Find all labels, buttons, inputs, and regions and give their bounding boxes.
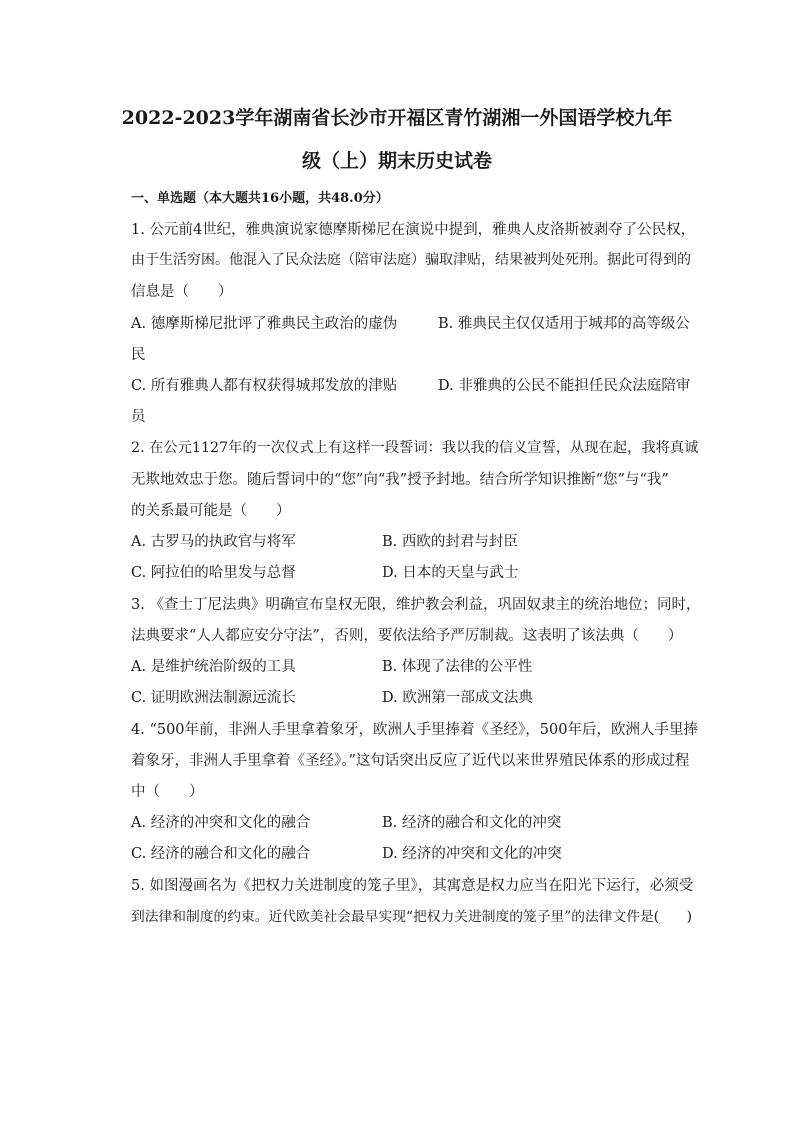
question-1-option-d-wrap: 员 [131, 409, 146, 425]
section-heading: 一、单选题（本大题共16小题，共48.0分） [131, 191, 389, 206]
question-3-option-d: D. 欧洲第一部成文法典 [382, 690, 533, 706]
question-3-line-1: 3. 《查士丁尼法典》明确宣布皇权无限，维护教会利益，巩固奴隶主的统治地位；同时， [131, 597, 701, 613]
question-4-line-2: 着象牙，非洲人手里拿着《圣经》。”这句话突出反应了近代以来世界殖民体系的形成过程 [131, 753, 690, 769]
exam-title-line2: 级（上）期末历史试卷 [301, 150, 492, 172]
question-2-option-c: C. 阿拉伯的哈里发与总督 [131, 565, 296, 581]
question-2-line-3: 的关系最可能是（ ） [131, 503, 291, 519]
question-2-option-b: B. 西欧的封君与封臣 [382, 534, 518, 550]
question-4-option-c: C. 经济的融合和文化的融合 [131, 846, 311, 862]
question-5-line-2: 到法律和制度的约束。近代欧美社会最早实现“把权力关进制度的笼子里”的法律文件是( ) [131, 909, 693, 925]
question-2-option-a: A. 古罗马的执政官与将军 [131, 534, 296, 550]
question-1-option-d: D. 非雅典的公民不能担任民众法庭陪审 [438, 378, 691, 394]
question-1-option-b-wrap: 民 [131, 347, 146, 363]
question-3-option-a: A. 是维护统治阶级的工具 [131, 659, 296, 675]
question-3-option-b: B. 体现了法律的公平性 [382, 659, 533, 675]
question-1-option-b: B. 雅典民主仅仅适用于城邦的高等级公 [438, 316, 690, 332]
exam-title-line1: 2022-2023学年湖南省长沙市开福区青竹湖湘一外国语学校九年 [121, 107, 673, 129]
question-1-line-3: 信息是（ ） [131, 284, 233, 300]
question-1-option-c: C. 所有雅典人都有权获得城邦发放的津贴 [131, 378, 398, 394]
question-1-line-2: 由于生活穷困。他混入了民众法庭（陪审法庭）骗取津贴，结果被判处死刑。据此可得到的 [131, 252, 691, 268]
question-4-line-1: 4. “500年前，非洲人手里拿着象牙，欧洲人手里捧着《圣经》，500年后，欧洲人手里捧 [131, 722, 698, 738]
question-4-option-b: B. 经济的融合和文化的冲突 [382, 815, 562, 831]
question-2-option-d: D. 日本的天皇与武士 [382, 565, 519, 581]
question-2-line-1: 2. 在公元1127年的一次仪式上有这样一段誓词：我以我的信义宣誓，从现在起，我将真诚 [131, 440, 699, 456]
question-5-line-1: 5. 如图漫画名为《把权力关进制度的笼子里》，其寓意是权力应当在阳光下运行，必须受 [131, 878, 694, 894]
question-4-line-3: 中（ ） [131, 784, 204, 800]
question-4-option-a: A. 经济的冲突和文化的融合 [131, 815, 311, 831]
question-1-option-a: A. 德摩斯梯尼批评了雅典民主政治的虚伪 [131, 316, 398, 332]
question-3-line-2: 法典要求“人人都应安分守法”，否则，要依法给予严厉制裁。这表明了该法典（ ） [131, 628, 683, 644]
question-1-line-1: 1. 公元前4世纪，雅典演说家德摩斯梯尼在演说中提到，雅典人皮洛斯被剥夺了公民权， [131, 222, 696, 238]
question-4-option-d: D. 经济的冲突和文化的冲突 [382, 846, 562, 862]
question-3-option-c: C. 证明欧洲法制源远流长 [131, 690, 296, 706]
question-2-line-2: 无欺地效忠于您。随后誓词中的“您”向“我”授予封地。结合所学知识推断“您”与“我” [131, 472, 669, 488]
